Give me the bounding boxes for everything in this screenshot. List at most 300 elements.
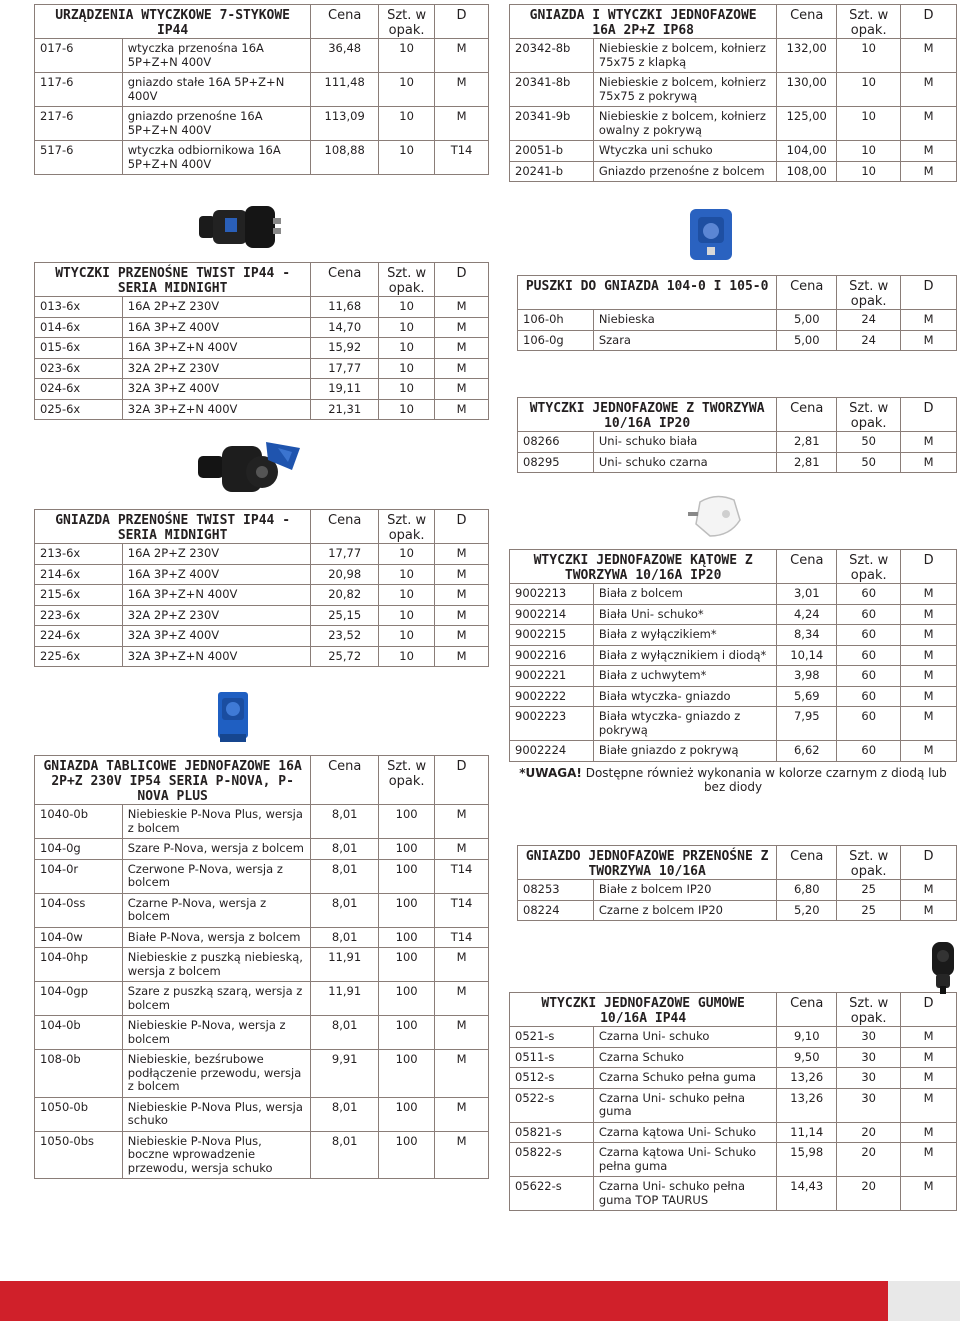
table-row (35, 297, 489, 318)
product-code: 20051-b (510, 141, 594, 162)
header-row (35, 263, 489, 297)
pack-qty: 50 (837, 452, 901, 473)
col-d-header: D (901, 276, 957, 310)
table-row (510, 1047, 957, 1068)
table-urzadzenia-wtyczkowe (34, 4, 489, 175)
pack-qty: 100 (379, 1131, 435, 1179)
product-code: 104-0g (35, 839, 123, 860)
pack-qty: 10 (379, 626, 435, 647)
availability: M (435, 805, 489, 839)
table-row (35, 399, 489, 420)
product-desc: Niebieskie z bolcem, kołnierz 75x75 z pokrywą (593, 73, 776, 107)
product-code: 08224 (518, 900, 594, 921)
pack-qty: 100 (379, 893, 435, 927)
table-row (510, 107, 957, 141)
table-gniazdo-przenosne (517, 845, 957, 921)
pack-qty: 10 (379, 297, 435, 318)
product-code: 104-0ss (35, 893, 123, 927)
industrial-socket-image (196, 434, 304, 506)
table-row (35, 1016, 489, 1050)
table-gniazda-tablicowe (34, 755, 489, 1179)
product-code: 023-6x (35, 358, 123, 379)
product-code: 20341-9b (510, 107, 594, 141)
availability: M (901, 1177, 957, 1211)
product-code: 104-0gp (35, 982, 123, 1016)
table-row (35, 859, 489, 893)
product-code: 9002216 (510, 645, 594, 666)
product-code: 224-6x (35, 626, 123, 647)
price: 23,52 (311, 626, 379, 647)
availability: T14 (435, 141, 489, 175)
table-row (510, 1068, 957, 1089)
table-title: WTYCZKI JEDNOFAZOWE KĄTOWE Z TWORZYWA 10/16A IP20 (510, 550, 777, 584)
table-title: WTYCZKI PRZENOŚNE TWIST IP44 - SERIA MIDNIGHT (35, 263, 311, 297)
pack-qty: 10 (379, 399, 435, 420)
table-row (510, 645, 957, 666)
product-desc: Szara (593, 330, 776, 351)
pack-qty: 10 (379, 605, 435, 626)
pack-qty: 60 (837, 707, 901, 741)
availability: M (435, 839, 489, 860)
product-desc: 32A 3P+Z+N 400V (122, 399, 310, 420)
product-desc: Biała z bolcem (593, 584, 776, 605)
price: 11,91 (311, 982, 379, 1016)
header-row (510, 993, 957, 1027)
product-code: 014-6x (35, 317, 123, 338)
table-row (510, 686, 957, 707)
note-warning: *UWAGA! (519, 765, 582, 780)
product-code: 015-6x (35, 338, 123, 359)
product-desc: Czarna Schuko (593, 1047, 776, 1068)
product-desc: Niebieskie z puszką niebieską, wersja z bolcem (122, 948, 311, 982)
price: 8,01 (311, 839, 379, 860)
table-row (518, 310, 957, 331)
price: 20,82 (311, 585, 379, 606)
product-code: 9002215 (510, 625, 594, 646)
table-row (35, 107, 489, 141)
product-code: 20241-b (510, 161, 594, 182)
pack-qty: 10 (379, 141, 435, 175)
col-cena-header: Cena (777, 846, 837, 880)
price: 9,10 (777, 1027, 837, 1048)
table-row (35, 317, 489, 338)
product-code: 104-0r (35, 859, 123, 893)
pack-qty: 60 (837, 604, 901, 625)
price: 17,77 (311, 358, 379, 379)
table-row (35, 585, 489, 606)
pack-qty: 20 (837, 1122, 901, 1143)
table-title: GNIAZDO JEDNOFAZOWE PRZENOŚNE Z TWORZYWA 10/16A (518, 846, 777, 880)
pack-qty: 10 (379, 317, 435, 338)
table-row (510, 39, 957, 73)
product-desc: Szare P-Nova, wersja z bolcem (122, 839, 311, 860)
table-title: WTYCZKI JEDNOFAZOWE Z TWORZYWA 10/16A IP20 (518, 398, 777, 432)
price: 15,92 (311, 338, 379, 359)
table-row (35, 893, 489, 927)
table-row (510, 625, 957, 646)
availability: M (901, 310, 957, 331)
product-desc: Biała z wyłącznikiem i diodą* (593, 645, 776, 666)
product-desc: gniazdo stałe 16A 5P+Z+N 400V (122, 73, 310, 107)
col-cena-header: Cena (777, 993, 837, 1027)
price: 5,20 (777, 900, 837, 921)
col-szt-header: Szt. w opak. (837, 993, 901, 1027)
product-desc: Niebieskie z bolcem, kołnierz 75x75 z klapką (593, 39, 776, 73)
availability: M (435, 1131, 489, 1179)
product-desc: Biała wtyczka- gniazdo (593, 686, 776, 707)
col-cena-header: Cena (777, 550, 837, 584)
price: 2,81 (777, 432, 837, 453)
product-code: 0521-s (510, 1027, 594, 1048)
table-title: PUSZKI DO GNIAZDA 104-0 I 105-0 (518, 276, 777, 310)
product-code: 9002213 (510, 584, 594, 605)
product-desc: Biała z wyłączikiem* (593, 625, 776, 646)
product-desc: Niebieskie P-Nova Plus, wersja schuko (122, 1097, 311, 1131)
note-text: Dostępne również wykonania w kolorze czarnym z diodą lub bez diody (581, 765, 947, 794)
availability: M (901, 645, 957, 666)
panel-socket-image (216, 690, 250, 744)
product-desc: wtyczka przenośna 16A 5P+Z+N 400V (122, 39, 310, 73)
price: 111,48 (311, 73, 379, 107)
product-desc: 16A 3P+Z 400V (122, 317, 310, 338)
table-puszki (517, 275, 957, 351)
price: 130,00 (777, 73, 837, 107)
price: 5,69 (777, 686, 837, 707)
availability: M (901, 452, 957, 473)
product-code: 017-6 (35, 39, 123, 73)
table-row (518, 452, 957, 473)
table-row (510, 707, 957, 741)
availability: M (901, 880, 957, 901)
availability: M (435, 338, 489, 359)
product-code: 1050-0b (35, 1097, 123, 1131)
table-row (510, 666, 957, 687)
product-desc: Czarna Uni- schuko pełna guma (593, 1088, 776, 1122)
table-row (35, 73, 489, 107)
product-code: 20341-8b (510, 73, 594, 107)
product-desc: Wtyczka uni schuko (593, 141, 776, 162)
pack-qty: 10 (379, 585, 435, 606)
table-row (35, 564, 489, 585)
table-row (35, 544, 489, 565)
table-row (518, 432, 957, 453)
pack-qty: 100 (379, 839, 435, 860)
product-code: 213-6x (35, 544, 123, 565)
pack-qty: 10 (837, 73, 901, 107)
product-code: 104-0hp (35, 948, 123, 982)
product-desc: Niebieskie z bolcem, kołnierz owalny z pokrywą (593, 107, 776, 141)
price: 21,31 (311, 399, 379, 420)
col-cena-header: Cena (311, 263, 379, 297)
col-szt-header: Szt. w opak. (837, 846, 901, 880)
col-d-header: D (901, 5, 957, 39)
pack-qty: 10 (379, 544, 435, 565)
table-title: WTYCZKI JEDNOFAZOWE GUMOWE 10/16A IP44 (510, 993, 777, 1027)
table-row (35, 626, 489, 647)
pack-qty: 10 (379, 39, 435, 73)
price: 8,01 (311, 1131, 379, 1179)
availability: M (901, 432, 957, 453)
table-row (518, 900, 957, 921)
table-row (510, 1177, 957, 1211)
pack-qty: 25 (837, 900, 901, 921)
product-code: 108-0b (35, 1050, 123, 1098)
pack-qty: 10 (837, 39, 901, 73)
price: 6,80 (777, 880, 837, 901)
col-d-header: D (435, 5, 489, 39)
price: 25,72 (311, 646, 379, 667)
col-cena-header: Cena (311, 510, 379, 544)
product-desc: Niebieskie, bezśrubowe podłączenie przewodu, wersja z bolcem (122, 1050, 311, 1098)
table-row (510, 1122, 957, 1143)
pack-qty: 50 (837, 432, 901, 453)
availability: M (435, 626, 489, 647)
table-gniazda-twist (34, 509, 489, 667)
header-row (35, 756, 489, 805)
product-code: 05821-s (510, 1122, 594, 1143)
product-code: 9002222 (510, 686, 594, 707)
product-desc: Czarna Uni- schuko (593, 1027, 776, 1048)
availability: M (435, 317, 489, 338)
product-desc: 16A 3P+Z+N 400V (122, 338, 310, 359)
availability: M (901, 1088, 957, 1122)
table-row (510, 161, 957, 182)
product-desc: Czarna kątowa Uni- Schuko pełna guma (593, 1143, 776, 1177)
price: 8,34 (777, 625, 837, 646)
price: 15,98 (777, 1143, 837, 1177)
availability: M (901, 1143, 957, 1177)
product-code: 217-6 (35, 107, 123, 141)
table-row (510, 1027, 957, 1048)
table-wtyczki-katowe (509, 549, 957, 794)
col-d-header: D (901, 398, 957, 432)
header-row (35, 5, 489, 39)
col-szt-header: Szt. w opak. (379, 5, 435, 39)
pack-qty: 60 (837, 666, 901, 687)
pack-qty: 10 (379, 379, 435, 400)
table-row (510, 1088, 957, 1122)
price: 13,26 (777, 1088, 837, 1122)
availability: M (901, 741, 957, 762)
col-szt-header: Szt. w opak. (379, 510, 435, 544)
availability: M (901, 604, 957, 625)
product-code: 05822-s (510, 1143, 594, 1177)
table-row (510, 73, 957, 107)
pack-qty: 25 (837, 880, 901, 901)
col-d-header: D (901, 993, 957, 1027)
price: 9,91 (311, 1050, 379, 1098)
pack-qty: 10 (379, 646, 435, 667)
product-code: 214-6x (35, 564, 123, 585)
product-desc: 32A 3P+Z 400V (122, 379, 310, 400)
availability: M (435, 1016, 489, 1050)
price: 125,00 (777, 107, 837, 141)
pack-qty: 20 (837, 1177, 901, 1211)
col-szt-header: Szt. w opak. (837, 5, 901, 39)
product-desc: 32A 2P+Z 230V (122, 605, 310, 626)
pack-qty: 100 (379, 1097, 435, 1131)
availability: M (901, 39, 957, 73)
product-desc: 32A 3P+Z 400V (122, 626, 310, 647)
product-desc: 16A 2P+Z 230V (122, 544, 310, 565)
availability: M (435, 982, 489, 1016)
col-d-header: D (901, 550, 957, 584)
pack-qty: 30 (837, 1047, 901, 1068)
price: 13,26 (777, 1068, 837, 1089)
product-code: 08266 (518, 432, 594, 453)
product-desc: 32A 3P+Z+N 400V (122, 646, 310, 667)
industrial-plug-image (195, 198, 285, 260)
product-code: 08253 (518, 880, 594, 901)
availability: M (901, 1047, 957, 1068)
header-row (510, 550, 957, 584)
table-row (35, 358, 489, 379)
table-row (35, 338, 489, 359)
price: 8,01 (311, 859, 379, 893)
product-code: 08295 (518, 452, 594, 473)
table-row (35, 982, 489, 1016)
product-code: 215-6x (35, 585, 123, 606)
price: 108,88 (311, 141, 379, 175)
product-desc: Szare z puszką szarą, wersja z bolcem (122, 982, 311, 1016)
col-szt-header: Szt. w opak. (837, 398, 901, 432)
pack-qty: 60 (837, 741, 901, 762)
table-title: GNIAZDA TABLICOWE JEDNOFAZOWE 16A 2P+Z 230V IP54 SERIA P-NOVA, P-NOVA PLUS (35, 756, 311, 805)
pack-qty: 60 (837, 686, 901, 707)
availability: M (435, 605, 489, 626)
availability: M (435, 358, 489, 379)
table-row (35, 605, 489, 626)
pack-qty: 60 (837, 645, 901, 666)
price: 17,77 (311, 544, 379, 565)
col-cena-header: Cena (311, 5, 379, 39)
table-wtyczki-twist (34, 262, 489, 420)
pack-qty: 10 (837, 141, 901, 162)
availability: M (435, 544, 489, 565)
availability: T14 (435, 893, 489, 927)
col-szt-header: Szt. w opak. (837, 550, 901, 584)
col-cena-header: Cena (777, 5, 837, 39)
price: 11,68 (311, 297, 379, 318)
availability: T14 (435, 859, 489, 893)
availability: M (435, 73, 489, 107)
price: 4,24 (777, 604, 837, 625)
col-szt-header: Szt. w opak. (379, 263, 435, 297)
product-code: 9002214 (510, 604, 594, 625)
pack-qty: 100 (379, 1050, 435, 1098)
table-row (35, 839, 489, 860)
product-desc: Czerwone P-Nova, wersja z bolcem (122, 859, 311, 893)
product-desc: Czarna kątowa Uni- Schuko (593, 1122, 776, 1143)
product-code: 9002223 (510, 707, 594, 741)
pack-qty: 24 (837, 310, 901, 331)
col-szt-header: Szt. w opak. (379, 756, 435, 805)
price: 6,62 (777, 741, 837, 762)
product-desc: gniazdo przenośne 16A 5P+Z+N 400V (122, 107, 310, 141)
availability: M (435, 39, 489, 73)
availability: M (435, 1097, 489, 1131)
price: 2,81 (777, 452, 837, 473)
ip68-socket-image (688, 207, 734, 262)
col-cena-header: Cena (777, 398, 837, 432)
price: 9,50 (777, 1047, 837, 1068)
table-row (518, 330, 957, 351)
header-row (518, 276, 957, 310)
product-desc: Czarne z bolcem IP20 (593, 900, 776, 921)
table-row (510, 741, 957, 762)
pack-qty: 100 (379, 805, 435, 839)
rubber-plug-image (926, 938, 960, 994)
angled-plug-image (686, 490, 746, 542)
note (510, 761, 957, 794)
pack-qty: 100 (379, 982, 435, 1016)
pack-qty: 100 (379, 859, 435, 893)
table-row (35, 927, 489, 948)
product-code: 9002224 (510, 741, 594, 762)
product-desc: Białe z bolcem IP20 (593, 880, 776, 901)
table-row (35, 39, 489, 73)
price: 8,01 (311, 893, 379, 927)
pack-qty: 24 (837, 330, 901, 351)
product-code: 9002221 (510, 666, 594, 687)
product-code: 1040-0b (35, 805, 123, 839)
price: 36,48 (311, 39, 379, 73)
price: 132,00 (777, 39, 837, 73)
availability: M (901, 141, 957, 162)
product-code: 024-6x (35, 379, 123, 400)
table-title: GNIAZDA I WTYCZKI JEDNOFAZOWE 16A 2P+Z IP68 (510, 5, 777, 39)
col-d-header: D (435, 510, 489, 544)
availability: M (901, 666, 957, 687)
price: 10,14 (777, 645, 837, 666)
product-desc: 16A 3P+Z+N 400V (122, 585, 310, 606)
product-desc: Niebieskie P-Nova Plus, boczne wprowadzenie przewodu, wersja schuko (122, 1131, 311, 1179)
product-code: 106-0h (518, 310, 594, 331)
pack-qty: 100 (379, 1016, 435, 1050)
availability: T14 (435, 927, 489, 948)
price: 25,15 (311, 605, 379, 626)
price: 11,91 (311, 948, 379, 982)
product-code: 20342-8b (510, 39, 594, 73)
product-desc: Czarne P-Nova, wersja z bolcem (122, 893, 311, 927)
table-row (35, 379, 489, 400)
pack-qty: 10 (379, 338, 435, 359)
pack-qty: 100 (379, 927, 435, 948)
table-row (35, 1131, 489, 1179)
table-wtyczki-jednofazowe (517, 397, 957, 473)
availability: M (435, 585, 489, 606)
availability: M (435, 297, 489, 318)
availability: M (901, 1027, 957, 1048)
product-code: 104-0b (35, 1016, 123, 1050)
product-desc: 16A 2P+Z 230V (122, 297, 310, 318)
table-row (35, 948, 489, 982)
product-desc: Biała wtyczka- gniazdo z pokrywą (593, 707, 776, 741)
product-code: 517-6 (35, 141, 123, 175)
table-title: URZĄDZENIA WTYCZKOWE 7-STYKOWE IP44 (35, 5, 311, 39)
price: 104,00 (777, 141, 837, 162)
table-row (510, 141, 957, 162)
table-row (510, 604, 957, 625)
product-code: 223-6x (35, 605, 123, 626)
availability: M (435, 564, 489, 585)
price: 113,09 (311, 107, 379, 141)
price: 3,01 (777, 584, 837, 605)
price: 11,14 (777, 1122, 837, 1143)
product-code: 106-0g (518, 330, 594, 351)
availability: M (901, 1068, 957, 1089)
header-row (518, 398, 957, 432)
